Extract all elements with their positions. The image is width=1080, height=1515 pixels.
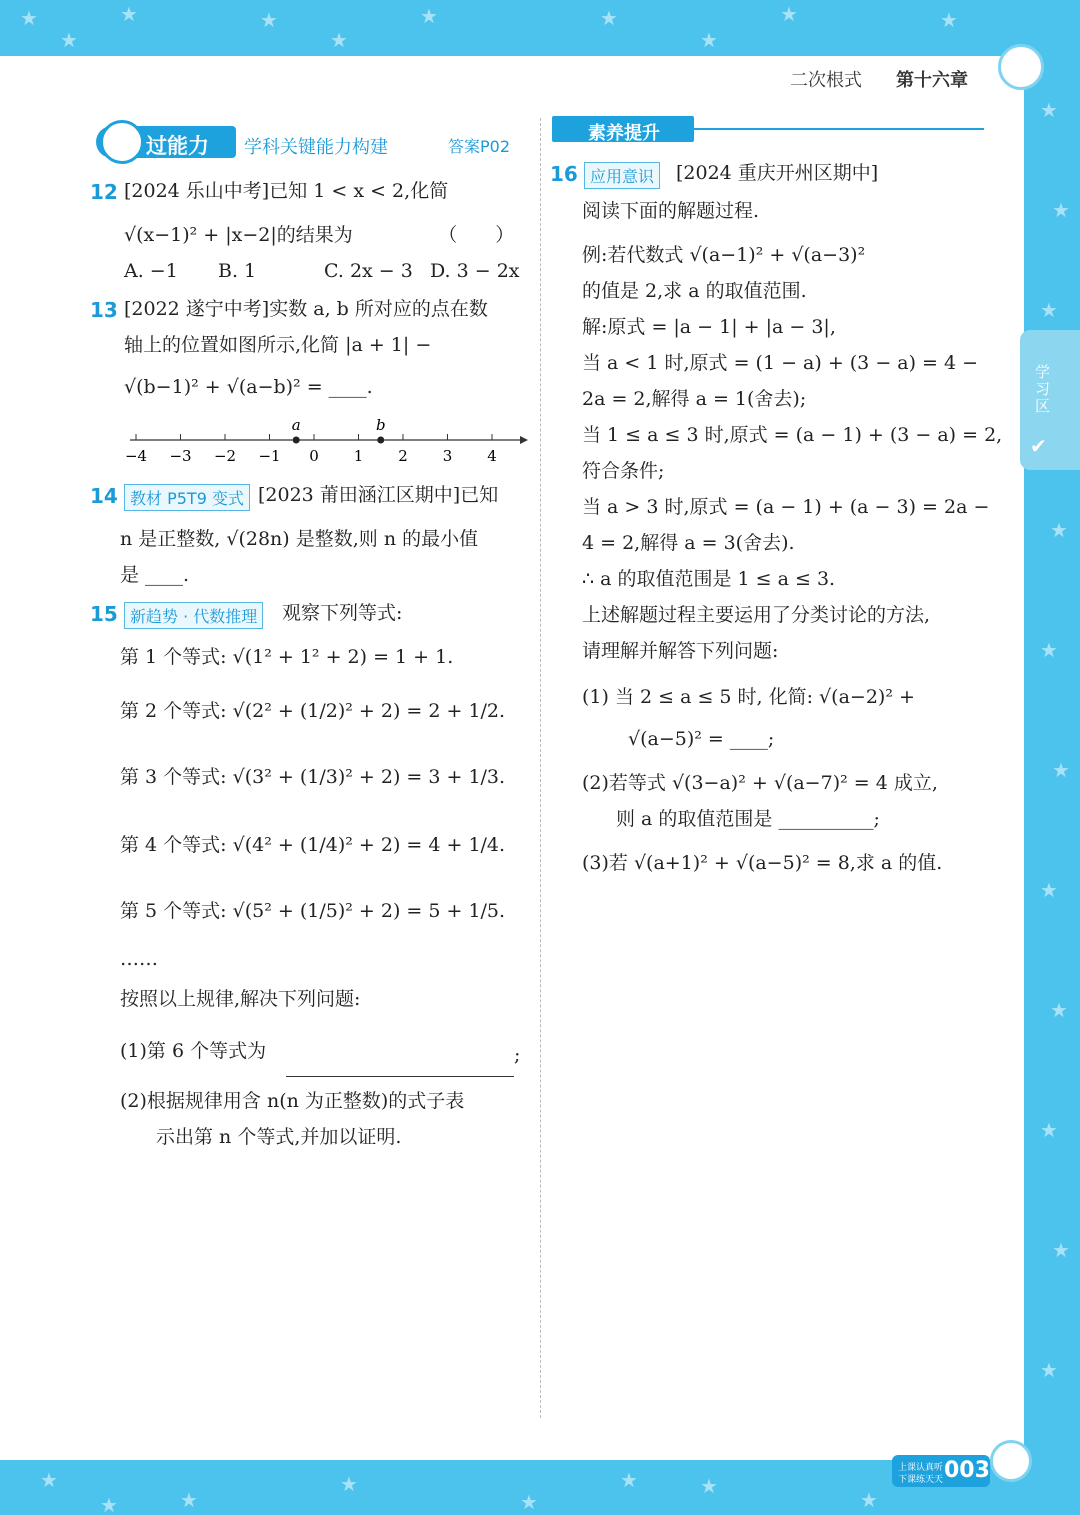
star-icon: ★ <box>330 28 348 52</box>
q16-line: 当 1 ≤ a ≤ 3 时,原式 = (a − 1) + (3 − a) = 2, <box>582 424 1003 446</box>
q15-part2-line1: (2)根据规律用含 n(n 为正整数)的式子表 <box>120 1090 465 1112</box>
star-icon: ★ <box>120 2 138 26</box>
star-icon: ★ <box>1052 758 1070 782</box>
q13-line2: 轴上的位置如图所示,化简 |a + 1| − <box>124 334 432 356</box>
page-number: 003 <box>944 1458 990 1483</box>
q15-tag: 新趋势 · 代数推理 <box>124 602 263 629</box>
q14-line1: [2023 莆田涵江区期中]已知 <box>258 484 499 506</box>
star-icon: ★ <box>1040 638 1058 662</box>
axis-point <box>293 437 300 444</box>
q12-option-a: A. −1 <box>124 260 178 282</box>
q16-line: (1) 当 2 ≤ a ≤ 5 时, 化简: √(a−2)² + <box>582 686 915 708</box>
q15-eq5: 第 5 个等式: √(5² + (1/5)² + 2) = 5 + 1/5. <box>120 900 506 922</box>
star-icon: ★ <box>40 1468 58 1492</box>
q16-source: [2024 重庆开州区期中] <box>676 162 879 184</box>
q15-eq4: 第 4 个等式: √(4² + (1/4)² + 2) = 4 + 1/4. <box>120 834 506 856</box>
column-divider <box>540 118 541 1418</box>
axis-point-label: a <box>291 416 301 434</box>
star-icon: ★ <box>520 1490 538 1514</box>
q12-line2: √(x−1)² + |x−2|的结果为 （ ） <box>124 224 515 246</box>
q15-eq2: 第 2 个等式: √(2² + (1/2)² + 2) = 2 + 1/2. <box>120 700 506 722</box>
axis-tick-label: 2 <box>398 447 408 465</box>
star-icon: ★ <box>180 1488 198 1512</box>
q14-number: 14 <box>90 484 118 508</box>
footer-slogan-1: 上课认真听 <box>898 1463 944 1473</box>
star-icon: ★ <box>1052 198 1070 222</box>
banner-answer: 答案P02 <box>448 137 511 156</box>
axis-tick-label: −2 <box>213 447 237 465</box>
star-icon: ★ <box>940 8 958 32</box>
header-section: 二次根式 <box>790 70 862 91</box>
mascot-footer-icon <box>990 1440 1032 1482</box>
q12-number: 12 <box>90 180 118 204</box>
q15-eq1: 第 1 个等式: √(1² + 1² + 2) = 1 + 1. <box>120 646 454 668</box>
star-icon: ★ <box>1050 518 1068 542</box>
star-icon: ★ <box>620 1468 638 1492</box>
number-line <box>124 414 528 470</box>
star-icon: ★ <box>420 4 438 28</box>
q14-line3: 是 ____. <box>120 564 190 586</box>
star-icon: ★ <box>700 28 718 52</box>
q15-part1-blank[interactable] <box>286 1076 514 1077</box>
q12-option-b: B. 1 <box>218 260 257 282</box>
q16-line: 4 = 2,解得 a = 3(舍去). <box>582 532 795 554</box>
q15-rule: 按照以上规律,解决下列问题: <box>120 988 361 1010</box>
check-icon: ✔ <box>1030 434 1047 458</box>
star-icon: ★ <box>1040 1118 1058 1142</box>
q16-line: (3)若 √(a+1)² + √(a−5)² = 8,求 a 的值. <box>582 852 943 874</box>
q16-tag: 应用意识 <box>584 162 660 189</box>
axis-tick-label: −3 <box>169 447 192 465</box>
q16-line: 阅读下面的解题过程. <box>582 200 760 222</box>
q16-line: 2a = 2,解得 a = 1(舍去); <box>582 388 807 410</box>
side-tab[interactable] <box>1020 330 1080 470</box>
axis-tick-label: −1 <box>258 447 281 465</box>
banner-title-box <box>96 126 236 158</box>
q16-line: 上述解题过程主要运用了分类讨论的方法, <box>582 604 931 626</box>
q15-number: 15 <box>90 602 118 626</box>
q12-option-d: D. 3 − 2x <box>430 260 520 282</box>
mascot-icon <box>100 120 144 164</box>
star-icon: ★ <box>780 2 798 26</box>
q16-line: 当 a > 3 时,原式 = (a − 1) + (a − 3) = 2a − <box>582 496 990 518</box>
axis-tick-label: −4 <box>124 447 148 465</box>
q16-line: 符合条件; <box>582 460 665 482</box>
star-icon: ★ <box>1052 1238 1070 1262</box>
q16-line: 则 a 的取值范围是 __________; <box>616 808 880 830</box>
q16-line: 当 a < 1 时,原式 = (1 − a) + (3 − a) = 4 − <box>582 352 979 374</box>
star-icon: ★ <box>340 1472 358 1496</box>
star-icon: ★ <box>1040 1358 1058 1382</box>
q16-number: 16 <box>550 162 578 186</box>
banner-right-title: 素养提升 <box>588 123 660 144</box>
q12-line1: [2024 乐山中考]已知 1 < x < 2,化简 <box>124 180 449 202</box>
mascot-top-icon <box>998 44 1044 90</box>
q15-ellipsis: …… <box>120 948 158 970</box>
banner-title: 过能力 <box>146 134 209 158</box>
q15-eq3: 第 3 个等式: √(3² + (1/3)² + 2) = 3 + 1/3. <box>120 766 506 788</box>
star-icon: ★ <box>860 1488 878 1512</box>
banner-subtitle: 学科关键能力构建 <box>244 137 388 158</box>
page-footer <box>892 1455 990 1487</box>
q16-line: 解:原式 = |a − 1| + |a − 3|, <box>582 316 836 338</box>
axis-point <box>377 437 384 444</box>
q12-option-c: C. 2x − 3 <box>324 260 413 282</box>
star-icon: ★ <box>1040 878 1058 902</box>
q16-line: 请理解并解答下列问题: <box>582 640 779 662</box>
star-icon: ★ <box>600 6 618 30</box>
q13-line1: [2022 遂宁中考]实数 a, b 所对应的点在数 <box>124 298 488 320</box>
star-icon: ★ <box>700 1474 718 1498</box>
banner-right-rule <box>694 128 984 130</box>
star-icon: ★ <box>1040 98 1058 122</box>
q15-part1: (1)第 6 个等式为 <box>120 1040 267 1062</box>
star-icon: ★ <box>60 28 78 52</box>
side-tab-label: 学习区 <box>1033 364 1051 415</box>
q16-line: (2)若等式 √(3−a)² + √(a−7)² = 4 成立, <box>582 772 938 794</box>
axis-tick-label: 3 <box>442 447 453 465</box>
banner-right <box>552 116 694 142</box>
q14-line2: n 是正整数, √(28n) 是整数,则 n 的最小值 <box>120 528 479 550</box>
axis-tick-label: 0 <box>309 447 319 465</box>
q15-part2-line2: 示出第 n 个等式,并加以证明. <box>156 1126 402 1148</box>
star-icon: ★ <box>1050 998 1068 1022</box>
q16-line: 例:若代数式 √(a−1)² + √(a−3)² <box>582 244 866 266</box>
q16-line: √(a−5)² = ____; <box>628 728 775 750</box>
axis-tick-label: 4 <box>487 447 497 465</box>
axis-point-label: b <box>375 416 386 434</box>
q14-tag: 教材 P5T9 变式 <box>124 484 250 511</box>
axis-tick-label: 1 <box>353 447 364 465</box>
star-icon: ★ <box>1040 298 1058 322</box>
q16-line: 的值是 2,求 a 的取值范围. <box>582 280 807 302</box>
q13-number: 13 <box>90 298 118 322</box>
footer-slogan-2: 下课练天天 <box>898 1475 944 1485</box>
q15-intro: 观察下列等式: <box>282 602 403 624</box>
star-icon: ★ <box>100 1493 118 1515</box>
q16-line: ∴ a 的取值范围是 1 ≤ a ≤ 3. <box>582 568 836 590</box>
star-icon: ★ <box>20 6 38 30</box>
header-chapter: 第十六章 <box>896 70 968 91</box>
q15-part1-end: ; <box>514 1044 521 1066</box>
star-icon: ★ <box>260 8 278 32</box>
q13-line3: √(b−1)² + √(a−b)² = ____. <box>124 376 373 398</box>
